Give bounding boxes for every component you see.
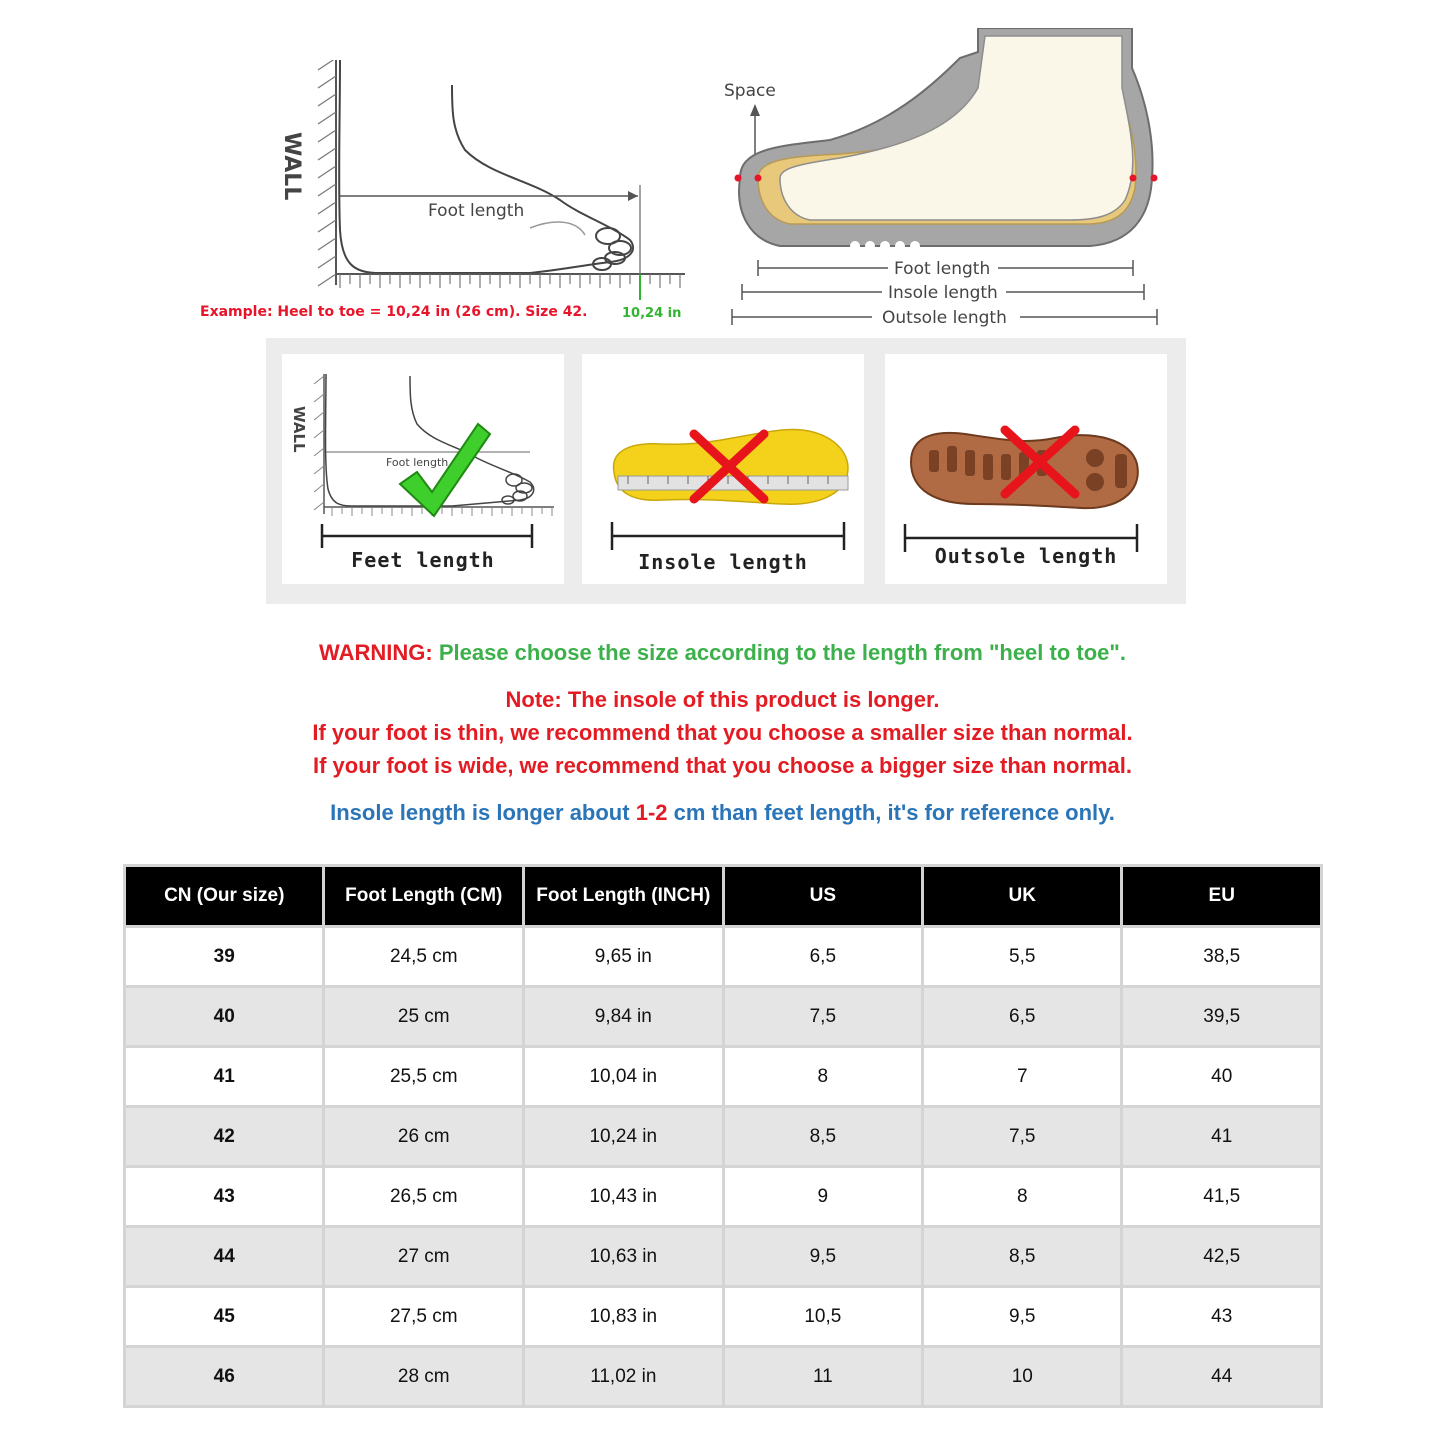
cell-eu: 42,5 — [1122, 1227, 1322, 1287]
example-note: Example: Heel to toe = 10,24 in (26 cm). Size 42. — [200, 304, 588, 320]
header-cn-size: CN (Our size) — [125, 866, 324, 927]
cell-us: 6,5 — [723, 927, 922, 987]
cell-foot-length-cm: 27 cm — [324, 1227, 524, 1287]
check-icon — [400, 424, 490, 516]
cell-foot-length-cm: 26,5 cm — [324, 1167, 524, 1227]
floor-ruler — [340, 274, 680, 288]
panel-caption: Feet length — [351, 548, 495, 572]
insole-note-pre: Insole length is longer about — [330, 800, 630, 825]
wall-label: WALL — [290, 406, 308, 453]
cell-us: 11 — [723, 1347, 922, 1407]
measurement-method-panels — [266, 338, 1186, 604]
panel-caption: Insole length — [638, 550, 808, 574]
cell-uk: 6,5 — [923, 987, 1122, 1047]
cell-foot-length-inch: 10,04 in — [524, 1047, 724, 1107]
header-foot-length-cm: Foot Length (CM) — [324, 866, 524, 927]
size-chart-table — [123, 864, 1323, 1408]
measure-value: 10,24 in — [622, 306, 682, 321]
cell-uk: 9,5 — [923, 1287, 1122, 1347]
cell-foot-length-cm: 26 cm — [324, 1107, 524, 1167]
cell-us: 8 — [723, 1047, 922, 1107]
cell-foot-length-inch: 10,63 in — [524, 1227, 724, 1287]
cell-foot-length-cm: 25,5 cm — [324, 1047, 524, 1107]
foot-length-label: Foot length — [386, 456, 449, 469]
table-row — [125, 1287, 1322, 1347]
cell-cn-size: 46 — [125, 1347, 324, 1407]
space-label: Space — [724, 81, 776, 101]
cell-foot-length-inch: 10,43 in — [524, 1167, 724, 1227]
cell-cn-size: 41 — [125, 1047, 324, 1107]
cell-foot-length-inch: 10,83 in — [524, 1287, 724, 1347]
cell-cn-size: 39 — [125, 927, 324, 987]
cell-foot-length-cm: 27,5 cm — [324, 1287, 524, 1347]
header-uk: UK — [923, 866, 1122, 927]
cell-foot-length-inch: 11,02 in — [524, 1347, 724, 1407]
header-eu: EU — [1122, 866, 1322, 927]
insole-note-post: cm than feet length, it's for reference only. — [673, 800, 1115, 825]
cell-us: 9,5 — [723, 1227, 922, 1287]
cell-foot-length-inch: 9,84 in — [524, 987, 724, 1047]
table-header-row — [125, 866, 1322, 927]
cell-cn-size: 42 — [125, 1107, 324, 1167]
cell-uk: 8,5 — [923, 1227, 1122, 1287]
wall-label: WALL — [279, 132, 304, 201]
note-line-3: If your foot is wide, we recommend that you choose a bigger size than normal. — [312, 753, 1133, 778]
insole-reference-note — [0, 800, 1445, 826]
note-line-2: If your foot is thin, we recommend that you choose a smaller size than normal. — [312, 720, 1133, 745]
cell-eu: 43 — [1122, 1287, 1322, 1347]
cell-foot-length-cm: 25 cm — [324, 987, 524, 1047]
cell-cn-size: 44 — [125, 1227, 324, 1287]
cell-eu: 44 — [1122, 1347, 1322, 1407]
wall-measure-diagram — [190, 60, 710, 335]
cell-uk: 7 — [923, 1047, 1122, 1107]
cell-foot-length-cm: 28 cm — [324, 1347, 524, 1407]
cell-uk: 7,5 — [923, 1107, 1122, 1167]
cell-eu: 38,5 — [1122, 927, 1322, 987]
header-us: US — [723, 866, 922, 927]
cell-foot-length-inch: 10,24 in — [524, 1107, 724, 1167]
cell-us: 9 — [723, 1167, 922, 1227]
cell-us: 7,5 — [723, 987, 922, 1047]
table-row — [125, 1047, 1322, 1107]
insole-length-label: Insole length — [888, 283, 998, 303]
note-line-1: Note: The insole of this product is longer. — [505, 687, 940, 712]
cell-us: 8,5 — [723, 1107, 922, 1167]
warning-text: Please choose the size according to the length from "heel to toe". — [438, 640, 1126, 665]
cell-foot-length-cm: 24,5 cm — [324, 927, 524, 987]
wall-hatching — [318, 60, 336, 286]
table-row — [125, 927, 1322, 987]
panel-insole-length — [582, 354, 864, 584]
cell-foot-length-inch: 9,65 in — [524, 927, 724, 987]
warning-label: WARNING: — [319, 640, 433, 665]
cell-cn-size: 45 — [125, 1287, 324, 1347]
outsole-length-label: Outsole length — [882, 308, 1007, 328]
foot-length-label: Foot length — [428, 201, 525, 221]
shoe-cross-section-diagram — [720, 28, 1170, 333]
cell-uk: 8 — [923, 1167, 1122, 1227]
foot-length-label: Foot length — [894, 259, 991, 279]
table-row — [125, 1227, 1322, 1287]
header-foot-length-inch: Foot Length (INCH) — [524, 866, 724, 927]
cell-cn-size: 40 — [125, 987, 324, 1047]
foot-outline — [339, 60, 633, 273]
cell-eu: 41,5 — [1122, 1167, 1322, 1227]
table-row — [125, 987, 1322, 1047]
table-row — [125, 1167, 1322, 1227]
cell-cn-size: 43 — [125, 1167, 324, 1227]
foot-outline — [326, 374, 534, 506]
table-row — [125, 1107, 1322, 1167]
panel-outsole-length — [885, 354, 1167, 584]
warning-line — [0, 640, 1445, 666]
cell-us: 10,5 — [723, 1287, 922, 1347]
panel-caption: Outsole length — [934, 544, 1118, 568]
cell-uk: 5,5 — [923, 927, 1122, 987]
cell-eu: 39,5 — [1122, 987, 1322, 1047]
table-row — [125, 1347, 1322, 1407]
panel-feet-length — [282, 354, 564, 584]
cell-eu: 41 — [1122, 1107, 1322, 1167]
insole-note-highlight: 1-2 — [635, 800, 668, 825]
cell-eu: 40 — [1122, 1047, 1322, 1107]
cell-uk: 10 — [923, 1347, 1122, 1407]
